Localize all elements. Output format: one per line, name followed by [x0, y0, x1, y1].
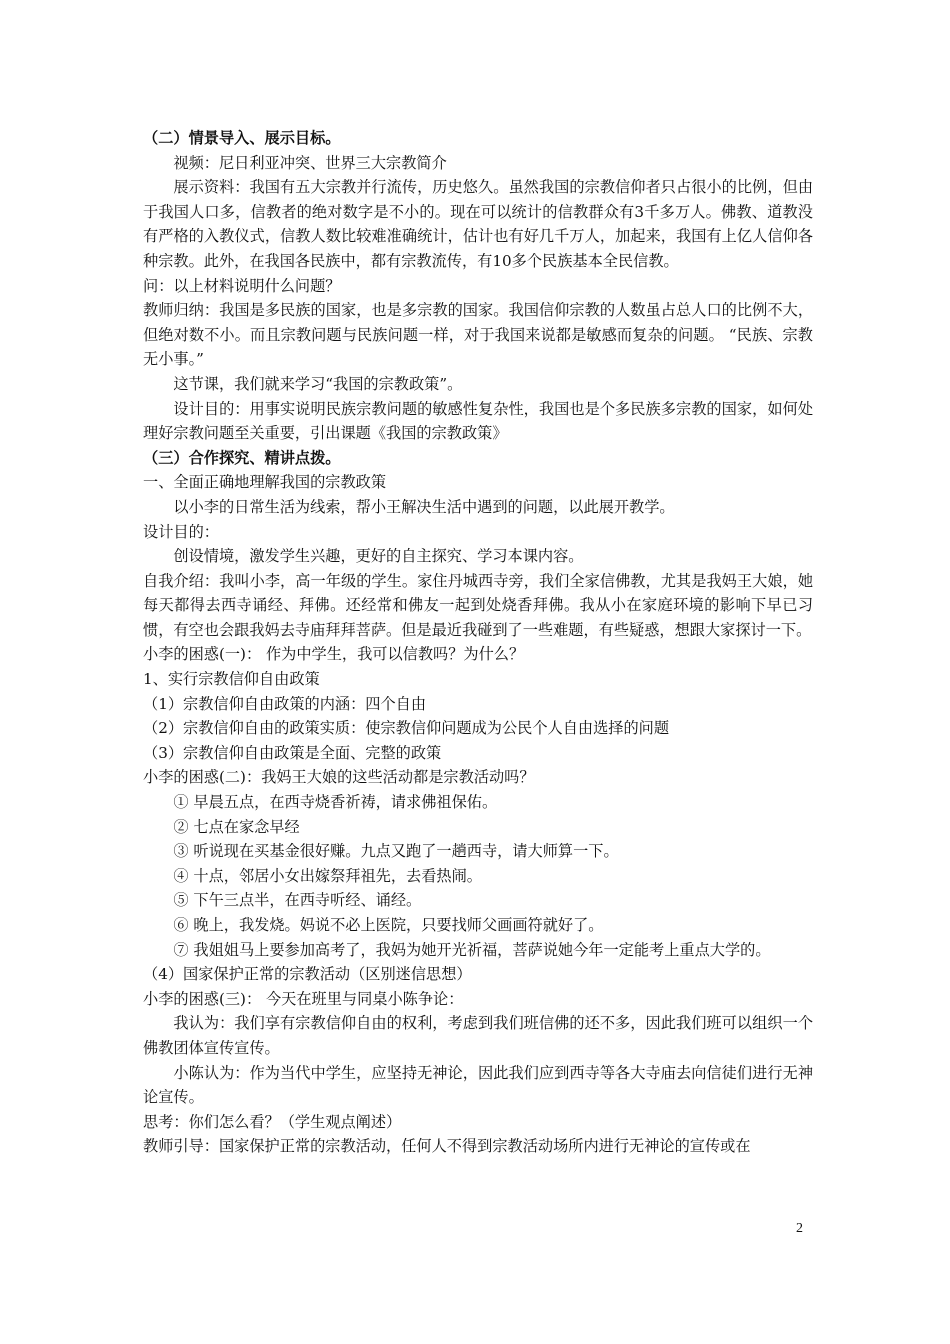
paragraph: 问：以上材料说明什么问题？: [143, 276, 341, 295]
paragraph: 我认为：我们享有宗教信仰自由的权利，考虑到我们班信佛的还不多，因此我们班可以组织一个佛教团体宣传宣传。: [143, 1014, 813, 1057]
section-heading: （二）情景导入、展示目标。: [143, 129, 341, 147]
paragraph: ⑤ 下午三点半，在西寺听经、诵经。: [173, 891, 422, 910]
paragraph: 设计目的：: [143, 522, 219, 541]
paragraph: 1、实行宗教信仰自由政策: [143, 670, 320, 689]
paragraph: （1）宗教信仰自由政策的内涵：四个自由: [143, 694, 427, 713]
paragraph: 以小李的日常生活为线索，帮小王解决生活中遇到的问题，以此展开教学。: [173, 497, 675, 516]
paragraph: 一、全面正确地理解我国的宗教政策: [143, 473, 386, 492]
paragraph: 小李的困惑(一)： 作为中学生，我可以信教吗？为什么？: [143, 645, 525, 664]
section-heading: （三）合作探究、精讲点拨。: [143, 448, 341, 467]
paragraph: 展示资料：我国有五大宗教并行流传，历史悠久。虽然我国的宗教信仰者只占很小的比例，但由于我国人口多，信教者的绝对数字是不小的。现在可以统计的信教群众有3千多万人。佛教、道教没有严格的入教仪式，信教人数比较难准确统计，估计也有好几千万人，加起来，我国有上亿人信仰各种宗教。此外，在我国各民族中，都有宗教流传，有10多个民族基本全民信教。: [143, 178, 813, 270]
paragraph: 小李的困惑(二)：我妈王大娘的这些活动都是宗教活动吗？: [143, 768, 535, 787]
paragraph: ② 七点在家念早经: [173, 817, 300, 836]
paragraph: （4）国家保护正常的宗教活动（区别迷信思想）: [143, 965, 472, 984]
paragraph: 小陈认为：作为当代中学生，应坚持无神论，因此我们应到西寺等各大寺庙去向信徒们进行无神论宣传。: [143, 1063, 813, 1107]
paragraph: ⑥ 晚上，我发烧。妈说不必上医院，只要找师父画画符就好了。: [173, 916, 604, 934]
paragraph: ③ 听说现在买基金很好赚。九点又跑了一趟西寺，请大师算一下。: [173, 842, 619, 861]
paragraph: 创设情境，激发学生兴趣，更好的自主探究、学习本课内容。: [173, 547, 584, 566]
paragraph: 教师引导：国家保护正常的宗教活动，任何人不得到宗教活动场所内进行无神论的宣传或在: [143, 1137, 751, 1156]
paragraph: （2）宗教信仰自由的政策实质：使宗教信仰问题成为公民个人自由选择的问题: [143, 719, 670, 738]
paragraph: ④ 十点，邻居小女出嫁祭拜祖先，去看热闹。: [173, 866, 482, 885]
paragraph: 视频：尼日利亚冲突、世界三大宗教简介: [173, 153, 447, 172]
paragraph: 教师归纳：我国是多民族的国家，也是多宗教的国家。我国信仰宗教的人数虽占总人口的比例不大，但绝对数不小。而且宗教问题与民族问题一样，对于我国来说都是敏感而复杂的问题。 “民族、宗教无小事。”: [143, 301, 813, 369]
page-number: 2: [796, 1221, 803, 1236]
document-body: [143, 126, 813, 1159]
paragraph: 小李的困惑(三)： 今天在班里与同桌小陈争论：: [143, 989, 464, 1008]
paragraph: 自我介绍：我叫小李，高一年级的学生。家住丹城西寺旁，我们全家信佛教，尤其是我妈王大娘，她每天都得去西寺诵经、拜佛。还经常和佛友一起到处烧香拜佛。我从小在家庭环境的影响下早已习惯，有空也会跟我妈去寺庙拜拜菩萨。但是最近我碰到了一些难题，有些疑惑，想跟大家探讨一下。: [143, 571, 813, 639]
paragraph: 这节课，我们就来学习“我国的宗教政策”。: [173, 374, 463, 393]
paragraph: （3）宗教信仰自由政策是全面、完整的政策: [143, 743, 442, 762]
paragraph: ① 早晨五点，在西寺烧香祈祷，请求佛祖保佑。: [173, 793, 498, 812]
paragraph: 设计目的：用事实说明民族宗教问题的敏感性复杂性，我国也是个多民族多宗教的国家，如何处理好宗教问题至关重要，引出课题《我国的宗教政策》: [143, 399, 813, 443]
paragraph: ⑦ 我姐姐马上要参加高考了，我妈为她开光祈福，菩萨说她今年一定能考上重点大学的。: [173, 940, 771, 959]
paragraph: 思考：你们怎么看？（学生观点阐述）: [143, 1112, 402, 1131]
